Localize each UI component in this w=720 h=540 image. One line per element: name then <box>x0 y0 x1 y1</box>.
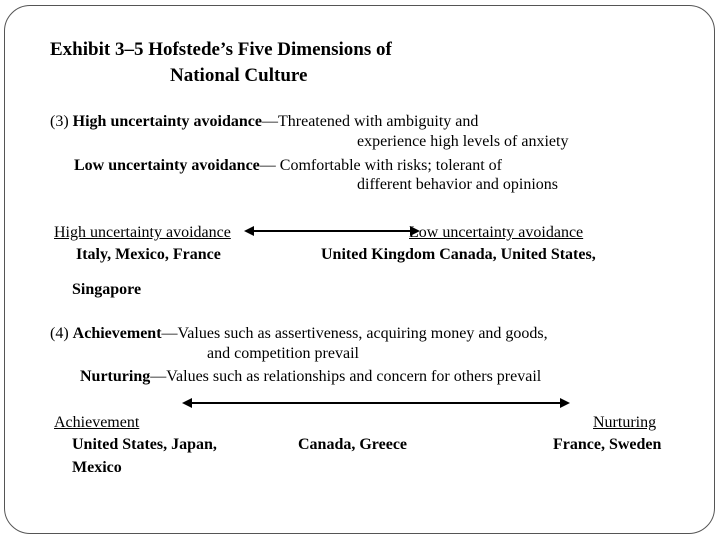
scale-achievement-countries: United States, Japan, <box>72 436 217 453</box>
arrow-right-head-icon <box>560 398 570 408</box>
nurturing-term: Nurturing <box>80 368 151 385</box>
nurturing-desc: —Values such as relationships and concern for others prevail <box>150 368 542 385</box>
exhibit-title-line2: National Culture <box>170 65 308 86</box>
achievement-term: Achievement <box>72 325 162 342</box>
scale-low-uncertainty-countries-cont: Singapore <box>72 281 142 298</box>
low-uncertainty-definition <box>74 156 502 176</box>
scale-high-uncertainty-label: High uncertainty avoidance <box>54 224 231 241</box>
nurturing-definition <box>80 367 541 387</box>
high-uncertainty-desc-cont: experience high levels of anxiety <box>357 133 569 150</box>
arrow-line <box>252 230 412 232</box>
low-uncertainty-term: Low uncertainty avoidance <box>74 157 260 174</box>
low-uncertainty-desc: — Comfortable with risks; tolerant of <box>259 157 502 174</box>
exhibit-title-line1: Exhibit 3–5 Hofstede’s Five Dimensions of <box>50 39 392 60</box>
scale-nurturing-countries: France, Sweden <box>553 436 662 453</box>
achievement-desc-cont: and competition prevail <box>207 345 359 362</box>
high-uncertainty-term: High uncertainty avoidance <box>72 113 262 130</box>
scale-low-uncertainty-label: Low uncertainty avoidance <box>409 224 584 241</box>
item-number: (3) <box>50 113 73 130</box>
low-uncertainty-desc-cont: different behavior and opinions <box>357 176 558 193</box>
scale-low-uncertainty-countries: United Kingdom Canada, United States, <box>321 246 596 263</box>
scale-middle-countries: Canada, Greece <box>298 436 408 453</box>
scale-nurturing-label: Nurturing <box>593 414 657 431</box>
high-uncertainty-definition <box>50 112 478 132</box>
scale-achievement-label: Achievement <box>54 414 140 431</box>
achievement-definition <box>50 324 548 344</box>
high-uncertainty-desc: —Threatened with ambiguity and <box>262 113 479 130</box>
arrow-line <box>190 402 562 404</box>
achievement-desc: —Values such as assertiveness, acquiring money and goods, <box>161 325 548 342</box>
item-number: (4) <box>50 325 73 342</box>
scale-high-uncertainty-countries: Italy, Mexico, France <box>76 246 221 263</box>
scale-achievement-countries-cont: Mexico <box>72 459 122 476</box>
